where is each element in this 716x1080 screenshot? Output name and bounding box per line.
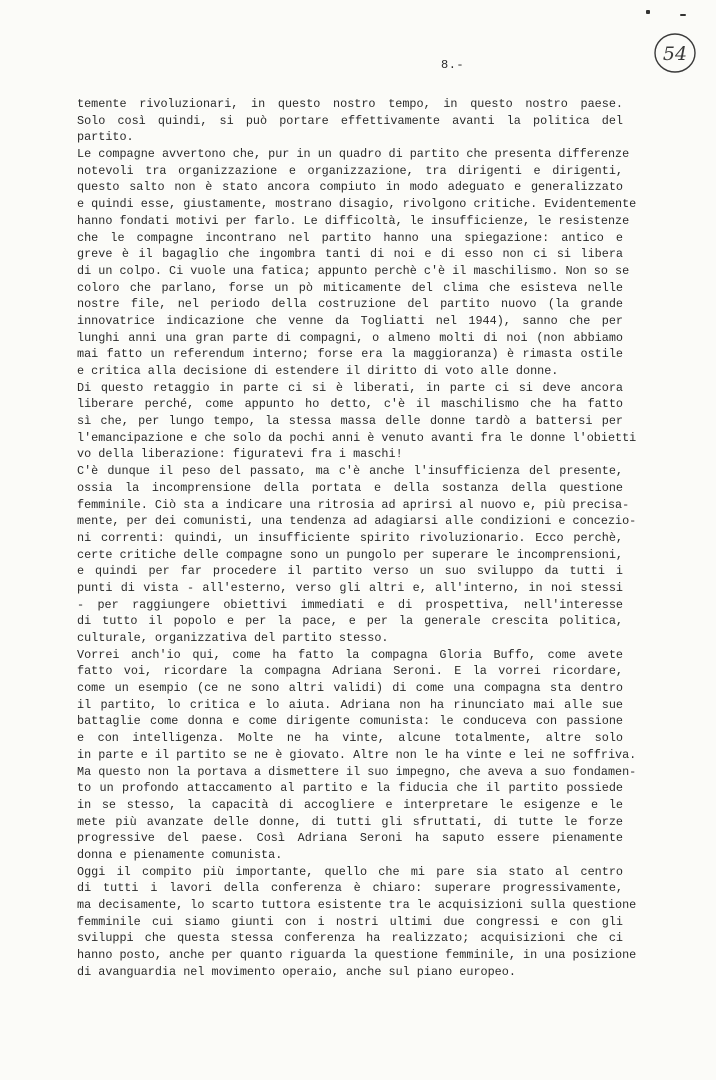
text-line: greve è il bagaglio che ingombra tanti di noi e di esso non ci si libera — [77, 247, 623, 262]
text-line: di un colpo. Ci vuole una fatica; appunto perchè c'è il maschilismo. Non so se — [77, 263, 630, 278]
text-line: mete più avanzate delle donne, di tutti gli sfruttati, di tutte le forze — [77, 814, 623, 829]
text-line: - per raggiungere obiettivi immediati e di prospettiva, nell'interesse — [77, 597, 623, 612]
text-line: sviluppi che questa stessa conferenza ha realizzato; acquisizioni che ci — [77, 931, 623, 946]
text-line: e quindi esse, giustamente, mostrano disagio, rivolgono critiche. Evidentemente — [77, 197, 637, 212]
text-line: coloro che parlano, forse un pò miticamente del clima che esisteva nelle — [77, 280, 623, 295]
text-line: di tutto il popolo e per la pace, e per la generale crescita politica, — [77, 614, 623, 629]
text-line: partito. — [77, 130, 134, 145]
text-line: culturale, organizzativa del partito stesso. — [77, 631, 389, 645]
text-line: Vorrei anch'io qui, come ha fatto la compagna Gloria Buffo, come avete — [77, 647, 623, 662]
text-line: to un profondo attaccamento al partito e la fiducia che il partito possiede — [77, 781, 623, 796]
text-line: e con intelligenza. Molte ne ha vinte, alcune totalmente, altre solo — [77, 731, 623, 746]
text-line: C'è dunque il peso del passato, ma c'è anche l'insufficienza del presente, — [77, 464, 623, 479]
text-line: il partito, lo critica e lo aiuta. Adriana non ha rinunciato mai alle sue — [77, 697, 623, 712]
text-line: femminile cui siamo giunti con i nostri ultimi due congressi e con gli — [77, 914, 623, 929]
corner-mark-left — [646, 10, 650, 14]
text-line: hanno fondati motivi per farlo. Le difficoltà, le insufficienze, le resistenze — [77, 213, 630, 228]
text-line: liberare perché, come appunto ho detto, c'è il maschilismo che ha fatto — [77, 397, 623, 412]
text-line: in parte e il partito se ne è giovato. Altre non le ha vinte e lei ne soffriva. — [77, 747, 637, 762]
text-line: Di questo retaggio in parte ci si è liberati, in parte ci si deve ancora — [77, 380, 623, 395]
document-body — [77, 96, 637, 980]
archive-stamp — [652, 30, 698, 76]
page-number: 8.- — [441, 58, 465, 72]
text-line: di avanguardia nel movimento operaio, anche sul piano europeo. — [77, 964, 516, 979]
text-line: hanno posto, anche per quanto riguarda la questione femminile, in una posizione — [77, 948, 637, 963]
archive-stamp-number: 54 — [662, 43, 688, 65]
text-line: di tutti i lavori della conferenza è chiaro: superare progressivamente, — [77, 881, 623, 896]
text-line: femminile. Ciò sta a indicare una ritrosia ad aprirsi al nuovo e, più precisa- — [77, 497, 630, 512]
text-line: ossia la incomprensione della portata e della sostanza della questione — [77, 480, 623, 495]
text-line: punti di vista - all'esterno, verso gli altri e, all'interno, in noi stessi — [77, 580, 623, 595]
text-line: Solo così quindi, si può portare effettivamente avanti la politica del — [77, 113, 623, 128]
text-line: temente rivoluzionari, in questo nostro tempo, in questo nostro paese. — [77, 97, 623, 111]
text-line: mai fatto un referendum interno; forse era la maggioranza) è rimasta ostile — [77, 347, 623, 362]
text-line: fatto voi, ricordare la compagna Adriana Seroni. E la vorrei ricordare, — [77, 664, 623, 679]
text-line: e quindi per far procedere il partito verso un suo sviluppo da tutti i — [77, 564, 623, 579]
text-line: donna e pienamente comunista. — [77, 847, 283, 862]
text-line: ma decisamente, lo scarto tuttora esistente tra le acquisizioni sulla questione — [77, 898, 637, 912]
text-line: lunghi anni una gran parte di compagni, o almeno molti di noi (non abbiamo — [77, 330, 623, 345]
text-line: in se stesso, la capacità di accogliere e interpretare le esigenze e le — [77, 797, 623, 812]
corner-mark-right — [680, 14, 686, 16]
text-line: ni correnti: quindi, un insufficiente spirito rivoluzionario. Ecco perchè, — [77, 530, 623, 545]
text-line: l'emancipazione e che solo da pochi anni è venuto avanti fra le donne l'obietti — [77, 430, 637, 445]
text-line: vo della liberazione: figuratevi fra i maschi! — [77, 447, 403, 462]
text-line: sì che, per lungo tempo, la stessa massa delle donne tardò a battersi per — [77, 414, 623, 429]
text-line: Oggi il compito più importante, quello che mi pare sia stato al centro — [77, 864, 623, 879]
text-line: certe critiche delle compagne sono un pungolo per superare le incomprensioni, — [77, 547, 623, 562]
text-line: innovatrice indicazione che venne da Togliatti nel 1944), sanno che per — [77, 313, 623, 328]
text-line: questo salto non è stato ancora compiuto in modo adeguato e generalizzato — [77, 180, 623, 195]
text-line: mente, per dei comunisti, una tendenza ad adagiarsi alle condizioni e concezio- — [77, 514, 637, 529]
text-line: Ma questo non la portava a dismettere il suo impegno, che aveva a suo fondamen- — [77, 764, 637, 779]
text-line: notevoli tra organizzazione e organizzazione, tra dirigenti e dirigenti, — [77, 163, 623, 178]
text-line: progressive del paese. Così Adriana Seroni ha saputo essere pienamente — [77, 831, 623, 846]
text-line: e critica alla decisione di estendere il diritto di voto alle donne. — [77, 364, 559, 378]
text-line: nostre file, nel periodo della costruzione del partito nuovo (la grande — [77, 297, 623, 312]
text-line: che le compagne incontrano nel partito hanno una spiegazione: antico e — [77, 230, 623, 245]
text-line: come un esempio (ce ne sono altri validi) di come una compagna sta dentro — [77, 681, 623, 696]
text-line: Le compagne avvertono che, pur in un quadro di partito che presenta differenze — [77, 147, 630, 162]
text-line: battaglie come donna e come dirigente comunista: le conduceva con passione — [77, 714, 623, 729]
